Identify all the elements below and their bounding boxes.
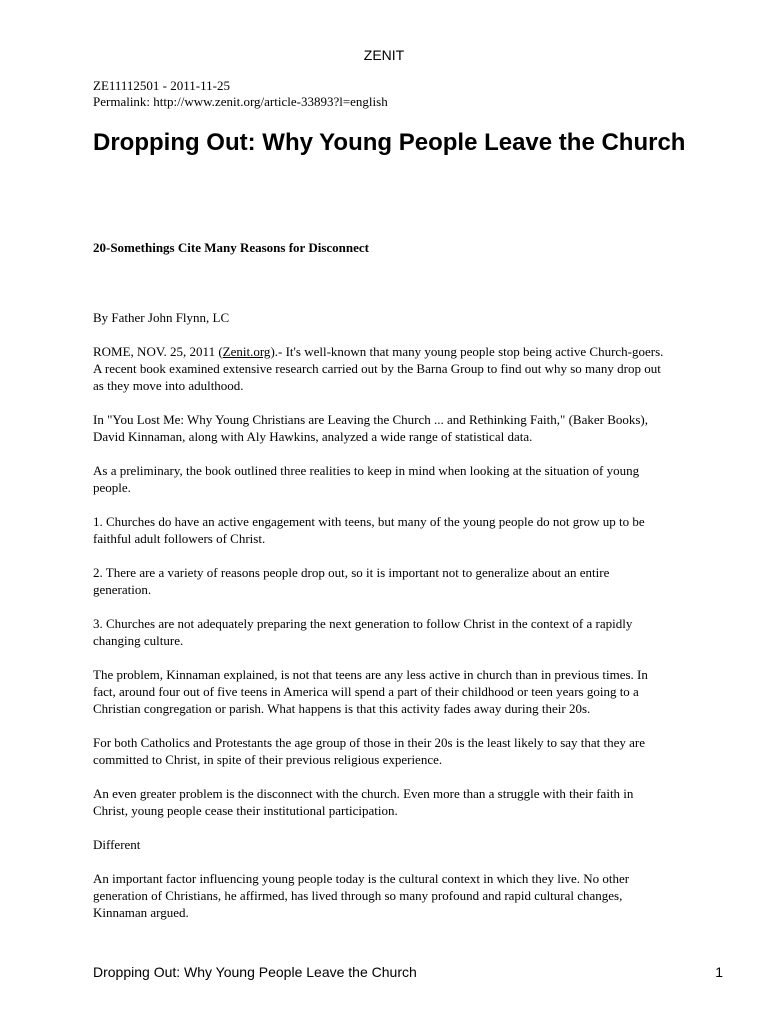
- dateline-prefix: ROME, NOV. 25, 2011 (: [93, 344, 223, 359]
- article-body: [93, 343, 733, 938]
- dateline-paragraph: [93, 343, 733, 394]
- permalink-line: Permalink: http://www.zenit.org/article-33893?l=english: [93, 94, 388, 109]
- body-paragraph-9: An important factor influencing young people today is the cultural context in which they live. No other generation of Christians, he affirmed, has lived through so many profound and rapid cultural changes, Kinnaman argued.: [93, 871, 630, 920]
- body-paragraph-1: In "You Lost Me: Why Young Christians are Leaving the Church ... and Rethinking Faith," (Baker Books), David Kinnaman, along with Aly Hawkins, analyzed a wide range of statistical data.: [93, 412, 649, 444]
- article-title: Dropping Out: Why Young People Leave the Church: [93, 129, 686, 156]
- body-paragraph-7: For both Catholics and Protestants the age group of those in their 20s is the least likely to say that they are committed to Christ, in spite of their previous religious experience.: [93, 735, 646, 767]
- publication-name: ZENIT: [363, 47, 405, 63]
- article-code-date: ZE11112501 - 2011-11-25: [93, 78, 230, 93]
- body-paragraph-4: 2. There are a variety of reasons people drop out, so it is important not to generalize about an entire generation.: [93, 565, 610, 597]
- footer-running-title: Dropping Out: Why Young People Leave the Church: [93, 964, 417, 980]
- body-paragraph-2: As a preliminary, the book outlined three realities to keep in mind when looking at the situation of young people.: [93, 463, 640, 495]
- zenit-link[interactable]: Zenit.org: [222, 344, 271, 359]
- body-paragraph-6: The problem, Kinnaman explained, is not that teens are any less active in church than in previous times. In fact, around four out of five teens in America will spend a part of their childhood or teen years going to a Christian congregation or parish. What happens is that this activity fades away during their 20s.: [93, 667, 648, 716]
- body-paragraph-5: 3. Churches are not adequately preparing the next generation to follow Christ in the context of a rapidly changing culture.: [93, 616, 633, 648]
- article-byline: By Father John Flynn, LC: [93, 310, 230, 325]
- body-paragraph-8: An even greater problem is the disconnect with the church. Even more than a struggle with their faith in Christ, young people cease their institutional participation.: [93, 786, 634, 818]
- page-header: [0, 46, 768, 64]
- page-footer: [93, 963, 723, 981]
- page-number: 1: [715, 964, 723, 980]
- body-paragraph-3: 1. Churches do have an active engagement with teens, but many of the young people do not grow up to be faithful adult followers of Christ.: [93, 514, 645, 546]
- dateline-suffix: ).- It's well-known that many young people stop being active Church-goers. A recent book examined extensive research carried out by the Barna Group to find out why so many drop out as they move into adulthood.: [93, 344, 664, 393]
- article-meta: [93, 78, 733, 110]
- section-heading-different: Different: [93, 837, 141, 852]
- article-subtitle: 20-Somethings Cite Many Reasons for Disconnect: [93, 240, 369, 255]
